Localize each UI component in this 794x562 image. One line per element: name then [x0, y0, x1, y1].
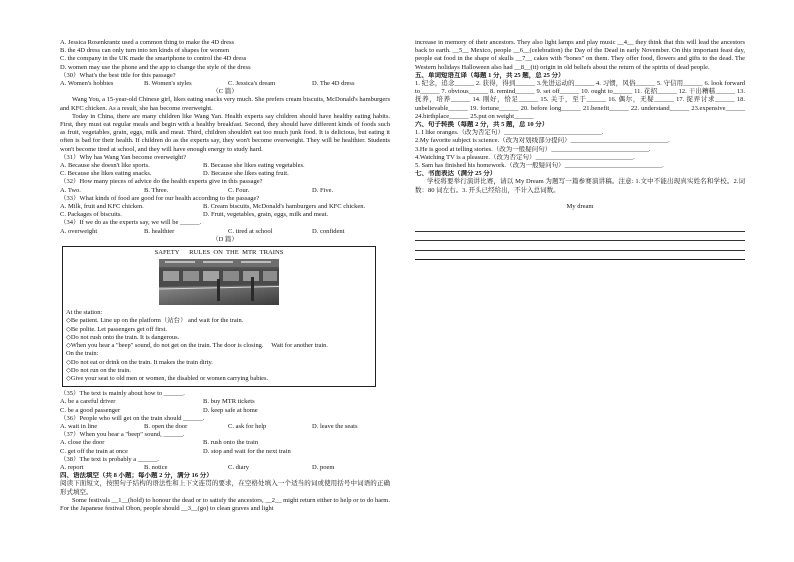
q36-stem: （36）People who will get on the train should ______.: [60, 414, 205, 422]
section-7-instructions: 学校将要举行演讲比赛，请以 My Dream 为题写一篇参赛演讲稿。注意: 1.文中不能出现真实姓名和学校。2.词数：80 词左右。3. 开头已经给出，不计入总词数。: [415, 178, 745, 194]
option: D. Fruit, vegetables, grain, eggs, milk and meat.: [203, 211, 329, 219]
train-station-photo: [159, 259, 279, 305]
q36-options: [60, 423, 390, 431]
q35-stem: （35）The text is mainly about how to ______.: [60, 390, 185, 398]
notice-train-heading: On the train:: [66, 350, 99, 358]
mtr-safety-notice-box: [62, 246, 376, 387]
right-column: [415, 39, 745, 260]
q29-option-c: C. the company in the UK made the smartphone to control the 4D dress: [60, 55, 247, 63]
option: D. Because she likes eating fruit.: [203, 170, 289, 178]
q31-stem: （31）Why has Wang Yan become overweight?: [60, 153, 187, 161]
option: B. Cream biscuits, McDonald's hamburgers and KFC chicken.: [203, 203, 366, 211]
option: C. Packages of biscuits.: [60, 211, 122, 219]
answer-blank: ______________________________.: [551, 145, 651, 153]
option: C. Because she likes eating snacks.: [60, 170, 152, 178]
q30-options: [60, 80, 390, 88]
q30-stem: （30）What's the best title for this passage?: [60, 71, 176, 79]
option: D. keep safe at home: [203, 406, 258, 414]
section-6-heading: 六、句子转换（每题 2 分，共 5 题，总 10 分）: [415, 121, 549, 129]
option: D. poem: [312, 463, 335, 471]
option: C. Four.: [228, 186, 250, 194]
notice-rule: ◇Do not run on the train.: [66, 366, 131, 374]
passage-c-title: （C 篇）: [212, 88, 238, 96]
q33-options: [60, 203, 390, 219]
q32-options: [60, 187, 390, 195]
option: B. open the door: [144, 422, 188, 430]
section-4-heading: 四、语法填空（共 8 小题；每小题 2 分，满分 16 分）: [60, 472, 213, 480]
q38-stem: （38）The text is probably a ______.: [60, 455, 159, 463]
section-6-item: [415, 129, 745, 137]
notice-rule: ◇Be patient. Line up on the platform（站台） and wait for the train.: [66, 317, 244, 325]
notice-rule: ◇Do not rush onto the train. It is dangerous.: [66, 333, 180, 341]
option: C. Jessica's dream: [228, 80, 276, 88]
essay-title: My dream: [566, 202, 594, 210]
section-4-instructions: 阅读下面短文，按照句子结构的语法性和上下文连贯的要求，在空格处填入一个适当的词或使用括号中词语的正确形式填空。: [60, 480, 390, 496]
option: D. The 4D dress: [312, 80, 355, 88]
q34-options: [60, 228, 390, 236]
option: D. leave the seats: [312, 422, 358, 430]
q34-stem: （34）If we do as the experts say, we will be ______.: [60, 219, 202, 227]
q37-stem: （37）When you hear a "beep" sound, ______.: [60, 431, 185, 439]
option: A. be a careful driver: [60, 398, 116, 406]
passage-c-paragraph-2: Today in China, there are many children like Wang Yan. Health experts say children should have healthy eating habits. First, they must eat regular meals and begin with a healthy breakfast. Second, they should have different kinds of foods such as fruit, vegetables, grain, eggs, milk and meat. Third, children shouldn't eat too much junk food. It is delicious, but eating it often is bad for their health. If children do as the experts say, they won't become overweight. They will be healthier. Students won't become tired at school, and they will have enough energy to study hard.: [60, 112, 390, 153]
option: B. Women's styles: [144, 80, 192, 88]
writing-line: [415, 241, 745, 250]
q29-option-d: D. women may use the phone and the app to change the style of the dress: [60, 63, 251, 71]
q33-stem: （33）What kinds of food are good for our health according to the passage?: [60, 194, 260, 202]
notice-rule: ◇Be polite. Let passengers get off first.: [66, 325, 167, 333]
option: A. Milk, fruit and KFC chicken.: [60, 203, 144, 211]
notice-rule: ◇Do not eat or drink on the train. It makes the train dirty.: [66, 358, 213, 366]
option: D. Five.: [312, 186, 334, 194]
notice-rule: ◇Give your seat to old men or women, the disabled or women carrying babies.: [66, 374, 269, 382]
sentence-prompt: 4.Watching TV is a pleasure.（改为否定句）: [415, 153, 536, 161]
writing-line: [415, 223, 745, 232]
option: B. Three.: [144, 186, 169, 194]
sentence-prompt: 5. Sam has finished his homework.（改为一般疑问句）: [415, 162, 565, 170]
section-6-item: [415, 137, 745, 145]
option: A. close the door: [60, 439, 105, 447]
option: A. report: [60, 463, 84, 471]
q29-option-a: A. Jessica Rosenkrantz used a common thing to make the 4D dress: [60, 39, 235, 46]
option: C. be a good passenger: [60, 406, 121, 414]
option: B. buy MTR tickets: [203, 398, 255, 406]
q32-stem: （32）How many pieces of advice do the health experts give in this passage?: [60, 178, 263, 186]
answer-blank: ______________________________.: [504, 129, 604, 137]
option: D. stop and wait for the next train: [203, 447, 291, 455]
section-5-items: 1. 纪念，追念______ 2. 获得，得到______ 3.先进运动的______ 4. 习惯，风俗______ 5. 守信用______ 6. look forward to______ 7. obvious______ 8. remind______ 9. set off______ 10. ought to______ 11. 花招______ 12. 干出糟糕______ 13.抚养，培养______ 14. 刚好，恰足______ 15. 关于，至于______ 16. 偶尔，无疑______ 17. 捉弄讨求______ 18. unbelievable______ 19. fortune______ 20. before long______ 21.benefit______ 22. understand______ 23.expensive______ 24.birthplace______ 25.put on weight______: [415, 80, 745, 120]
sentence-prompt: 3.He is good at telling stories.（改为一般疑问句）: [415, 145, 552, 153]
answer-blank: ______________________________.: [564, 162, 664, 170]
notice-rule: ◇When you hear a "beep" sound, do not get on the train. The door is closing. Wait for another train.: [66, 342, 328, 350]
option: A. overweight: [60, 227, 98, 235]
option: B. notice: [144, 463, 168, 471]
option: B. healthier: [144, 227, 175, 235]
section-6-item: [415, 154, 745, 162]
answer-blank: ______________________________.: [535, 153, 635, 161]
writing-line: [415, 232, 745, 241]
passage-d-title: （D 篇）: [212, 235, 238, 243]
q37-options: [60, 439, 390, 455]
q38-options: [60, 464, 390, 472]
passage-c-paragraph-1: Wang You, a 15-year-old Chinese girl, likes eating snacks very much. She prefers cream biscuits, McDonald's hamburgers and KFC chicken. As a result, she has become overweight.: [60, 96, 390, 112]
q35-options: [60, 398, 390, 414]
section-6-item: [415, 162, 745, 170]
sentence-prompt: 1. I like oranges.（改为否定句）: [415, 129, 505, 137]
answer-blank: ______________________________.: [570, 137, 670, 145]
option: C. get off the train at once: [60, 447, 128, 455]
option: A. Two.: [60, 186, 81, 194]
option: B. Because she likes eating vegetables.: [203, 162, 305, 170]
option: A. wait in line: [60, 422, 98, 430]
q29-option-b: B. the 4D dress can only turn into ten kinds of shapes for women: [60, 47, 229, 55]
section-4-passage-start: Some festivals __1__(hold) to honour the dead or to satisfy the ancestors, __2__ might return either to help or to do harm. For the Japanese festival Obon, people should __3__(go) to clean graves and light: [60, 496, 390, 512]
option: C. ask for help: [228, 422, 267, 430]
section-7-heading: 七、书面表达（满分 25 分）: [415, 170, 497, 178]
option: A. Because she doesn't like sports.: [60, 162, 150, 170]
sentence-prompt: 2.My favorite subject is science.（改为对划线部分提问）: [415, 137, 571, 145]
option: C. diary: [228, 463, 249, 471]
notice-station-heading: At the station:: [66, 309, 103, 317]
q31-options: [60, 162, 390, 178]
section-6-item: [415, 146, 745, 154]
left-column: [60, 39, 390, 513]
section-5-heading: 五、单词短语互译（每题 1 分，共 25 题，总 25 分）: [415, 71, 565, 79]
option: A. Women's hobbies: [60, 80, 114, 88]
option: D. confident: [312, 227, 345, 235]
section-4-passage-end: increase in memory of their ancestors. They also light lamps and play music __4__ they think that this will lead the ancestors back to earth. __5__ Mexico, people __6__(celebration) the Day of the Dead in early November. On this important feast day, people eat food in the shape of skulls __7__ cakes with "bones" on them. They offer food, flowers and gifts to the dead. The Western holidays Halloween also had __8__(it) origin in old beliefs about the return of the spirits of dead people.: [415, 39, 745, 71]
notice-title: SAFETY RULES ON THE MTR TRAINS: [154, 249, 284, 257]
option: B. rush onto the train: [203, 439, 259, 447]
writing-line: [415, 251, 745, 260]
option: C. tired at school: [228, 227, 273, 235]
